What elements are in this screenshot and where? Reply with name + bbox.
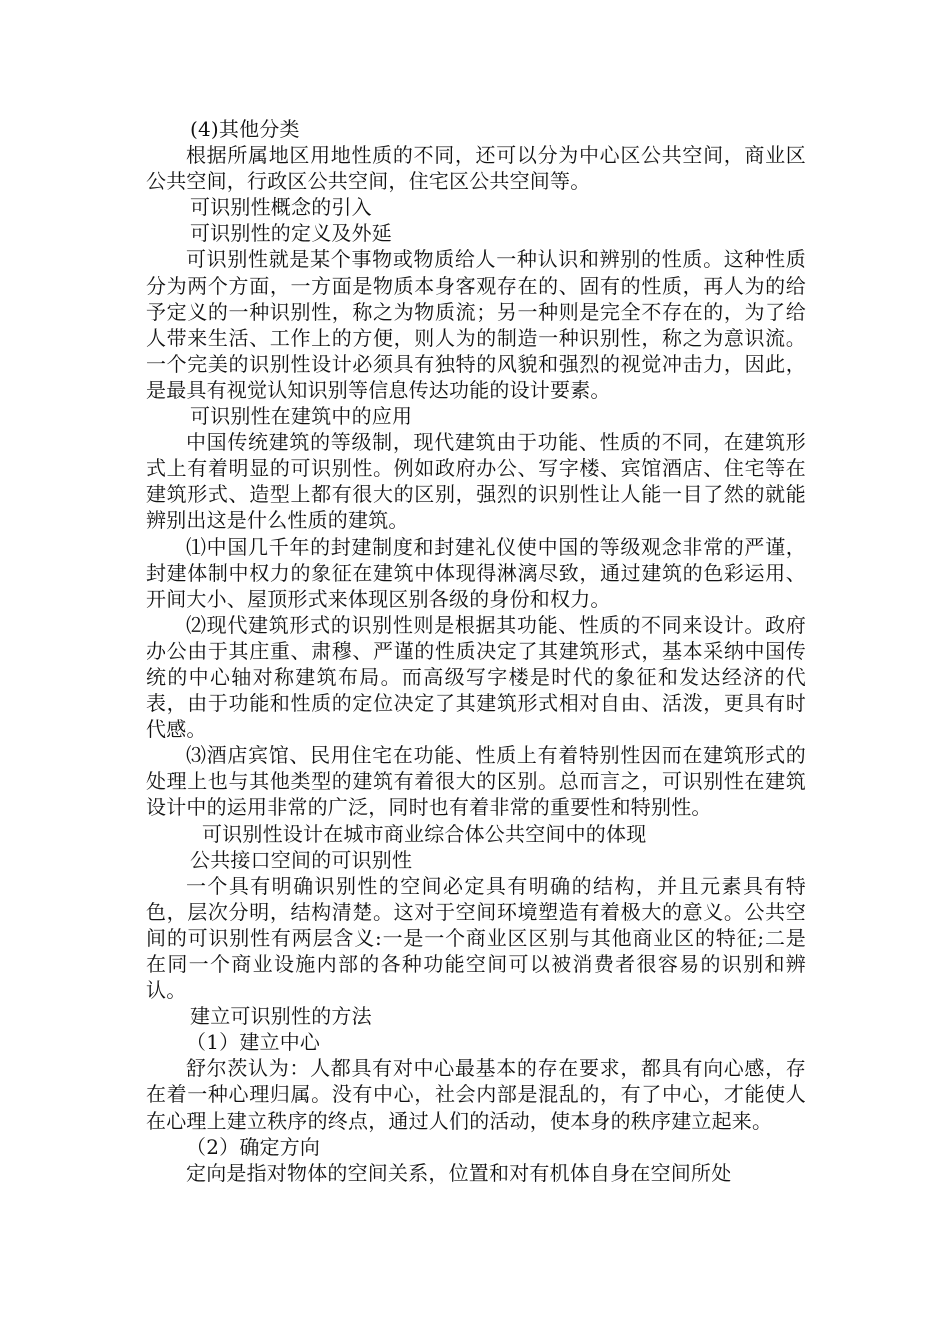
document-page [146,116,806,1186]
section-heading: 公共接口空间的可识别性 [190,847,413,872]
body-paragraph: 可识别性就是某个事物或物质给人一种认识和辨别的性质。这种性质分为两个方面，一方面是物质本身客观存在的、固有的性质，再人为的给予定义的一种识别性，称之为物质流；另一种则是完全不存在的，为了给人带来生活、工作上的方便，则人为的制造一种识别性，称之为意识流。一个完美的识别性设计必须具有独特的风貌和强烈的视觉冲击力，因此，是最具有视觉认知识别等信息传达功能的设计要素。 [146,247,806,402]
list-item-paragraph: ⑶酒店宾馆、民用住宅在功能、性质上有着特别性因而在建筑形式的处理上也与其他类型的建筑有着很大的区别。总而言之，可识别性在建筑设计中的运用非常的广泛，同时也有着非常的重要性和特别性。 [146,743,806,820]
list-item-paragraph: ⑴中国几千年的封建制度和封建礼仪使中国的等级观念非常的严谨，封建体制中权力的象征在建筑中体现得淋漓尽致，通过建筑的色彩运用、开间大小、屋顶形式来体现区别各级的身份和权力。 [146,534,806,611]
list-item-paragraph: （1）建立中心 [186,1030,321,1055]
body-paragraph: 根据所属地区用地性质的不同，还可以分为中心区公共空间，商业区公共空间，行政区公共空间，住宅区公共空间等。 [146,143,806,194]
list-item-paragraph: （2）确定方向 [186,1134,321,1159]
list-item-paragraph: ⑵现代建筑形式的识别性则是根据其功能、性质的不同来设计。政府办公由于其庄重、肃穆、严谨的性质决定了其建筑形式，基本采纳中国传统的中心轴对称建筑布局。而高级写字楼是时代的象征和发达经济的代表，由于功能和性质的定位决定了其建筑形式相对自由、活泼，更具有时代感。 [146,612,806,742]
section-heading: 可识别性概念的引入 [190,195,372,220]
body-paragraph: 一个具有明确识别性的空间必定具有明确的结构，并且元素具有特色，层次分明，结构清楚。这对于空间环境塑造有着极大的意义。公共空间的可识别性有两层含义:一是一个商业区区别与其他商业区的特征;二是在同一个商业设施内部的各种功能空间可以被消费者很容易的识别和辨认。 [146,873,806,1003]
body-paragraph: 舒尔茨认为：人都具有对中心最基本的存在要求，都具有向心感，存在着一种心理归属。没有中心，社会内部是混乱的，有了中心，才能使人在心理上建立秩序的终点，通过人们的活动，使本身的秩序建立起来。 [146,1056,806,1133]
section-heading: (4)其他分类 [190,117,300,141]
body-paragraph: 定向是指对物体的空间关系，位置和对有机体自身在空间所处 [186,1160,732,1185]
section-heading: 可识别性设计在城市商业综合体公共空间中的体现 [202,821,647,846]
section-heading: 可识别性在建筑中的应用 [190,404,413,429]
section-heading: 可识别性的定义及外延 [190,221,392,246]
body-paragraph: 中国传统建筑的等级制，现代建筑由于功能、性质的不同，在建筑形式上有着明显的可识别性。例如政府办公、写字楼、宾馆酒店、住宅等在建筑形式、造型上都有很大的区别，强烈的识别性让人能一目了然的就能辨别出这是什么性质的建筑。 [146,430,806,533]
section-heading: 建立可识别性的方法 [190,1004,372,1029]
